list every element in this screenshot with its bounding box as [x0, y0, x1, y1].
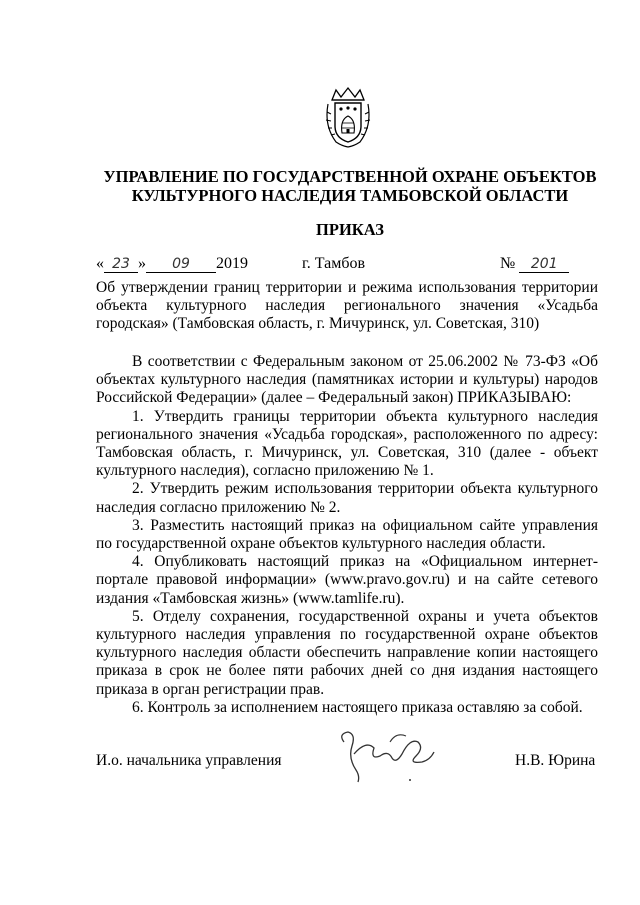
order-item: 6. Контроль за исполнением настоящего приказа оставляю за собой. — [132, 698, 583, 716]
quote-open: « — [96, 255, 104, 272]
document-body — [96, 353, 598, 717]
quote-close: » — [138, 255, 146, 272]
document-date — [96, 254, 248, 274]
date-day: 23 — [104, 256, 138, 273]
preamble-paragraph: В соответствии с Федеральным законом от 25.06.2002 № 73-ФЗ «Об объектах культурного наследия (памятниках истории и культуры) народов Российской Федерации» (далее – Федеральный закон) ПРИКАЗЫВАЮ: — [96, 353, 598, 407]
number-label: № — [500, 255, 516, 272]
coat-of-arms-icon — [322, 86, 374, 150]
order-item: 3. Разместить настоящий приказ на официальном сайте управления по государственной охране объектов культурного наследия области. — [96, 516, 598, 553]
signatory-position: И.о. начальника управления — [96, 752, 282, 769]
order-item: 5. Отделу сохранения, государственной охраны и учета объектов культурного наследия управления по государственной охране объектов культурного наследия области обеспечить направление копии настоящего приказа в срок не более пяти рабочих дней со дня издания настоящего приказа в орган регистрации прав. — [96, 607, 598, 698]
organization-name: УПРАВЛЕНИЕ ПО ГОСУДАРСТВЕННОЙ ОХРАНЕ ОБЪЕКТОВ КУЛЬТУРНОГО НАСЛЕДИЯ ТАМБОВСКОЙ ОБЛАСТИ — [103, 167, 597, 205]
document-subject: Об утверждении границ территории и режима использования территории объекта культурного наследия регионального значения «Усадьба городская» (Тамбовская область, г. Мичуринск, ул. Советская, 310) — [96, 279, 598, 333]
document-type-title: ПРИКАЗ — [316, 220, 384, 239]
number-value: 201 — [519, 256, 569, 273]
document-city: г. Тамбов — [302, 255, 366, 272]
date-year: 2019 — [216, 255, 248, 272]
handwritten-signature-icon — [330, 712, 440, 792]
order-item: 1. Утвердить границы территории объекта культурного наследия регионального значения «Усадьба городская», расположенного по адресу: Тамбовская область, г. Мичуринск, ул. Советская, 310 (далее - объект культурного наследия), согласно приложению № 1. — [96, 407, 598, 480]
order-item: 4. Опубликовать настоящий приказ на «Официальном интернет-портале правовой информации» (www.pravo.gov.ru) и на сайте сетевого издания «Тамбовская жизнь» (www.tamlife.ru). — [96, 553, 598, 607]
document-number — [500, 254, 569, 274]
signatory-name: Н.В. Юрина — [515, 752, 596, 769]
order-item: 2. Утвердить режим использования территории объекта культурного наследия согласно приложению № 2. — [96, 480, 598, 516]
date-month: 09 — [146, 256, 216, 273]
